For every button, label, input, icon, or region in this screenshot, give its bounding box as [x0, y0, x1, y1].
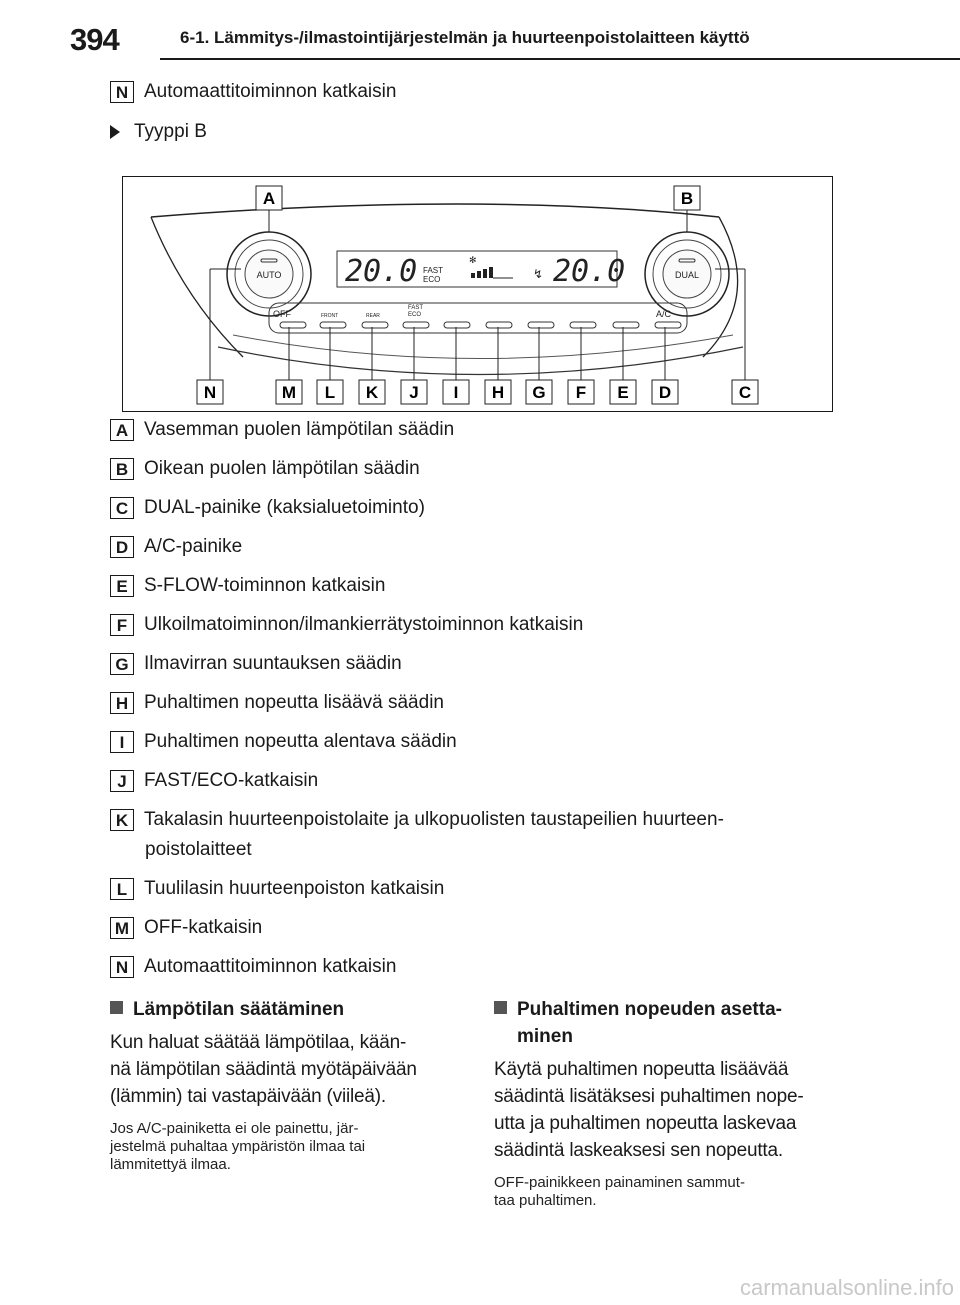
button-pill — [655, 322, 681, 328]
legend-item-text: Vasemman puolen lämpötilan säädin — [144, 419, 455, 440]
callout-label: B — [680, 189, 694, 208]
callout-label: J — [409, 383, 419, 402]
callout-n — [197, 380, 223, 404]
section-heading-text: Lämpötilan säätäminen — [133, 999, 345, 1020]
knob-right-label: DUAL — [674, 270, 700, 280]
legend-item — [110, 916, 262, 940]
callout-h — [485, 380, 511, 404]
callout-b — [674, 186, 700, 210]
section-heading — [110, 996, 455, 1023]
button-pill — [444, 322, 470, 328]
callout-badge: C — [110, 497, 134, 519]
legend-item-text: FAST/ECO-katkaisin — [144, 770, 319, 791]
button-pill — [403, 322, 429, 328]
note-line: Jos A/C-painiketta ei ole painettu, jär- — [110, 1120, 359, 1137]
page-number: 394 — [70, 22, 119, 57]
body-line: säädintä lisätäksesi puhaltimen nope- — [494, 1086, 804, 1107]
callout-badge: G — [110, 653, 134, 675]
svg-text:✻: ✻ — [469, 256, 477, 266]
callout-e — [610, 380, 636, 404]
section-temperature — [110, 996, 455, 1174]
callout-label: A — [262, 189, 276, 208]
callout-k — [359, 380, 385, 404]
button-pill — [280, 322, 306, 328]
section-note — [494, 1174, 839, 1210]
callout-badge: D — [110, 536, 134, 558]
callout-i — [443, 380, 469, 404]
legend-item — [110, 955, 396, 979]
callout-a — [256, 186, 282, 210]
callout-badge: B — [110, 458, 134, 480]
callout-badge: A — [110, 419, 134, 441]
callout-j — [401, 380, 427, 404]
note-line: taa puhaltimen. — [494, 1192, 597, 1209]
section-body — [110, 1029, 455, 1110]
display-temp-left: 20.0 — [345, 254, 418, 289]
square-bullet-icon — [110, 1001, 123, 1014]
display-temp-right: 20.0 — [553, 254, 626, 289]
legend-item-text: Puhaltimen nopeutta lisäävä säädin — [144, 692, 444, 713]
page-title: 6-1. Lämmitys-/ilmastointijärjestelmän ja huurteenpoistolaitteen käyttö — [180, 28, 750, 47]
callout-label: L — [324, 383, 336, 402]
btn-label-off: OFF — [273, 309, 291, 319]
legend-item — [110, 457, 420, 481]
watermark: carmanualsonline.info — [739, 1275, 954, 1300]
button-pills — [280, 322, 681, 328]
legend-item — [110, 613, 583, 637]
callout-badge: M — [110, 917, 134, 939]
callout-label: E — [617, 383, 629, 402]
callout-label: K — [365, 383, 379, 402]
callout-g — [526, 380, 552, 404]
callout-label: C — [738, 383, 752, 402]
button-pill — [320, 322, 346, 328]
btn-label-front: FRONT — [321, 313, 339, 319]
legend-item — [110, 535, 242, 559]
button-pill — [486, 322, 512, 328]
callout-l — [317, 380, 343, 404]
callout-label: M — [281, 383, 297, 402]
callout-m — [276, 380, 302, 404]
legend-item-text: Oikean puolen lämpötilan säädin — [144, 458, 420, 479]
section-fan-speed — [494, 996, 839, 1210]
callout-badge: E — [110, 575, 134, 597]
button-pill — [570, 322, 596, 328]
callout-label: I — [453, 383, 459, 402]
legend-item-text: Takalasin huurteenpoistolaite ja ulkopuolisten taustapeilien huurteen- — [144, 809, 724, 830]
callout-badge: J — [110, 770, 134, 792]
callout-label: D — [658, 383, 672, 402]
legend-item — [110, 418, 454, 442]
btn-label-ac: A/C — [656, 309, 672, 319]
btn-label-rear: REAR — [366, 313, 380, 319]
legend-item-text: OFF-katkaisin — [144, 917, 263, 938]
legend-item — [110, 730, 457, 754]
legend-item-text: A/C-painike — [144, 536, 243, 557]
section-heading-text: Puhaltimen nopeuden asetta- — [517, 999, 782, 1020]
top-item — [110, 80, 396, 104]
legend-item-text: Automaattitoiminnon katkaisin — [144, 956, 397, 977]
button-pill — [528, 322, 554, 328]
section-heading-text: minen — [517, 1026, 573, 1047]
section-heading — [494, 996, 839, 1050]
legend-item — [110, 877, 444, 901]
type-bullet — [110, 121, 207, 143]
btn-label-fast: FAST — [408, 305, 424, 311]
display-mode-eco: ECO — [423, 275, 441, 284]
body-line: Käytä puhaltimen nopeutta lisäävää — [494, 1059, 789, 1080]
body-line: säädintä laskeaksesi sen nopeutta. — [494, 1140, 783, 1161]
leader-lines — [210, 210, 745, 380]
triangle-bullet-icon — [110, 125, 120, 139]
note-line: OFF-painikkeen painaminen sammut- — [494, 1174, 745, 1191]
section-body — [494, 1056, 839, 1164]
legend-item-text: Tuulilasin huurteenpoiston katkaisin — [144, 878, 445, 899]
body-line: utta ja puhaltimen nopeutta laskevaa — [494, 1113, 797, 1134]
legend-item — [110, 808, 724, 832]
callout-badge: F — [110, 614, 134, 636]
header-rule — [160, 58, 960, 60]
climate-panel-figure — [122, 176, 833, 412]
note-line: lämmitettyä ilmaa. — [110, 1156, 231, 1173]
callout-label: F — [575, 383, 587, 402]
legend-item — [110, 574, 385, 598]
callout-badge: N — [110, 81, 134, 103]
square-bullet-icon — [494, 1001, 507, 1014]
callout-c — [732, 380, 758, 404]
callout-badge: N — [110, 956, 134, 978]
callout-label: G — [532, 383, 546, 402]
legend-item-text: DUAL-painike (kaksialuetoiminto) — [144, 497, 425, 518]
top-item-text: Automaattitoiminnon katkaisin — [144, 81, 397, 102]
callout-badge: I — [110, 731, 134, 753]
btn-label-eco: ECO — [408, 312, 422, 318]
legend-item-text: Ilmavirran suuntauksen säädin — [144, 653, 402, 674]
callout-label: H — [491, 383, 505, 402]
callout-d — [652, 380, 678, 404]
legend-item — [110, 769, 318, 793]
body-line: (lämmin) tai vastapäivään (viileä). — [110, 1086, 386, 1107]
callout-badge: K — [110, 809, 134, 831]
type-bullet-text: Tyyppi B — [134, 121, 207, 142]
callout-label: N — [203, 383, 217, 402]
section-note — [110, 1120, 455, 1174]
display-mode-fast: FAST — [423, 266, 444, 275]
legend-item-text: Puhaltimen nopeutta alentava säädin — [144, 731, 457, 752]
climate-panel-drawing — [123, 177, 834, 413]
legend-item-text: S-FLOW-toiminnon katkaisin — [144, 575, 386, 596]
legend-item — [110, 652, 402, 676]
button-pill — [362, 322, 388, 328]
knob-left-label: AUTO — [256, 270, 282, 280]
callout-badge: L — [110, 878, 134, 900]
callout-badge: H — [110, 692, 134, 714]
legend-item — [110, 496, 425, 520]
button-pill — [613, 322, 639, 328]
svg-text:↯: ↯ — [533, 267, 544, 281]
body-line: nä lämpötilan säädintä myötäpäivään — [110, 1059, 417, 1080]
body-line: Kun haluat säätää lämpötilaa, kään- — [110, 1032, 407, 1053]
note-line: jestelmä puhaltaa ympäristön ilmaa tai — [110, 1138, 366, 1155]
callout-f — [568, 380, 594, 404]
legend-item-text: Ulkoilmatoiminnon/ilmankierrätystoiminnon katkaisin — [144, 614, 584, 635]
legend-item — [110, 691, 444, 715]
legend-item-continuation: poistolaitteet — [145, 839, 252, 860]
